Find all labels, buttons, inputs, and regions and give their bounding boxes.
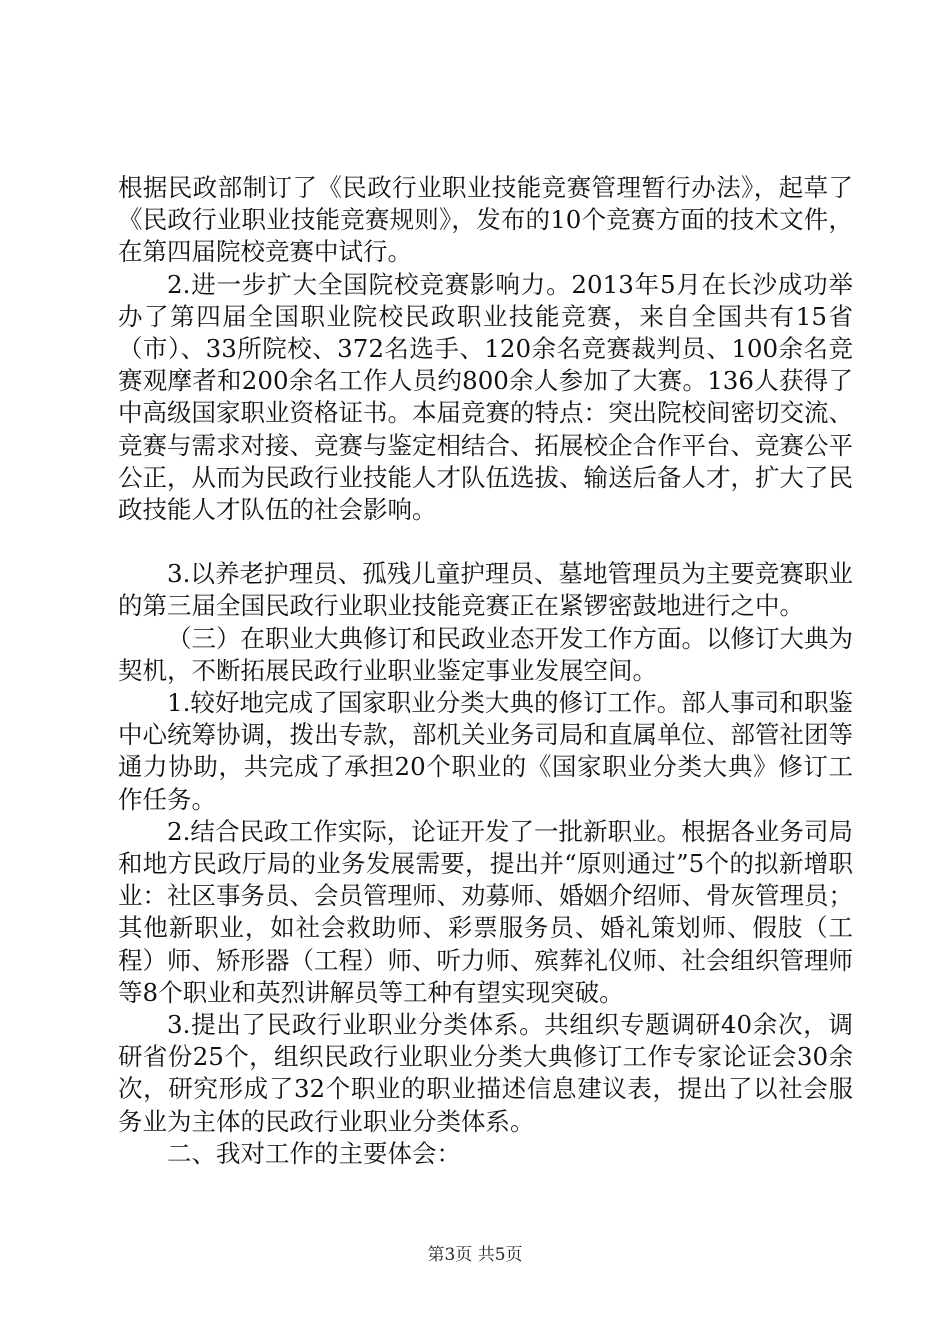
paragraph-4: （三）在职业大典修订和民政业态开发工作方面。以修订大典为契机，不断拓展民政行业职业鉴定事业发展空间。 xyxy=(118,623,853,685)
paragraph-2: 2.进一步扩大全国院校竞赛影响力。2013年5月在长沙成功举办了第四届全国职业院校民政职业技能竞赛，来自全国共有15省（市）、33所院校、372名选手、120余名竞赛裁判员、100余名竞赛观摩者和200余名工作人员约800余人参加了大赛。136人获得了中高级国家职业资格证书。本届竞赛的特点：突出院校间密切交流、竞赛与需求对接、竞赛与鉴定相结合、拓展校企合作平台、竞赛公平公正，从而为民政行业技能人才队伍选拔、输送后备人才，扩大了民政技能人才队伍的社会影响。 xyxy=(118,269,853,525)
paragraph-spacer xyxy=(118,526,853,558)
document-body xyxy=(118,172,853,1170)
paragraph-7: 3.提出了民政行业职业分类体系。共组织专题调研40余次，调研省份25个，组织民政行业职业分类大典修订工作专家论证会30余次，研究形成了32个职业的职业描述信息建议表，提出了以社会服务业为主体的民政行业职业分类体系。 xyxy=(118,1010,853,1136)
paragraph-1: 根据民政部制订了《民政行业职业技能竞赛管理暂行办法》，起草了《民政行业职业技能竞赛规则》，发布的10个竞赛方面的技术文件，在第四届院校竞赛中试行。 xyxy=(118,173,853,267)
paragraph-6: 2.结合民政工作实际，论证开发了一批新职业。根据各业务司局和地方民政厅局的业务发展需要，提出并“原则通过”5个的拟新增职业：社区事务员、会员管理师、劝募师、婚姻介绍师、骨灰管理员；其他新职业，如社会救助师、彩票服务员、婚礼策划师、假肢（工程）师、矫形器（工程）师、听力师、殡葬礼仪师、社会组织管理师等8个职业和英烈讲解员等工种有望实现突破。 xyxy=(118,816,853,1007)
page-footer: 第3页 共5页 xyxy=(427,1245,523,1265)
paragraph-5: 1.较好地完成了国家职业分类大典的修订工作。部人事司和职鉴中心统筹协调，拨出专款，部机关业务司局和直属单位、部管社团等通力协助，共完成了承担20个职业的《国家职业分类大典》修订工作任务。 xyxy=(118,688,853,814)
paragraph-8: 二、我对工作的主要体会： xyxy=(167,1138,461,1168)
paragraph-3: 3.以养老护理员、孤残儿童护理员、墓地管理员为主要竞赛职业的第三届全国民政行业职业技能竞赛正在紧锣密鼓地进行之中。 xyxy=(118,559,853,621)
